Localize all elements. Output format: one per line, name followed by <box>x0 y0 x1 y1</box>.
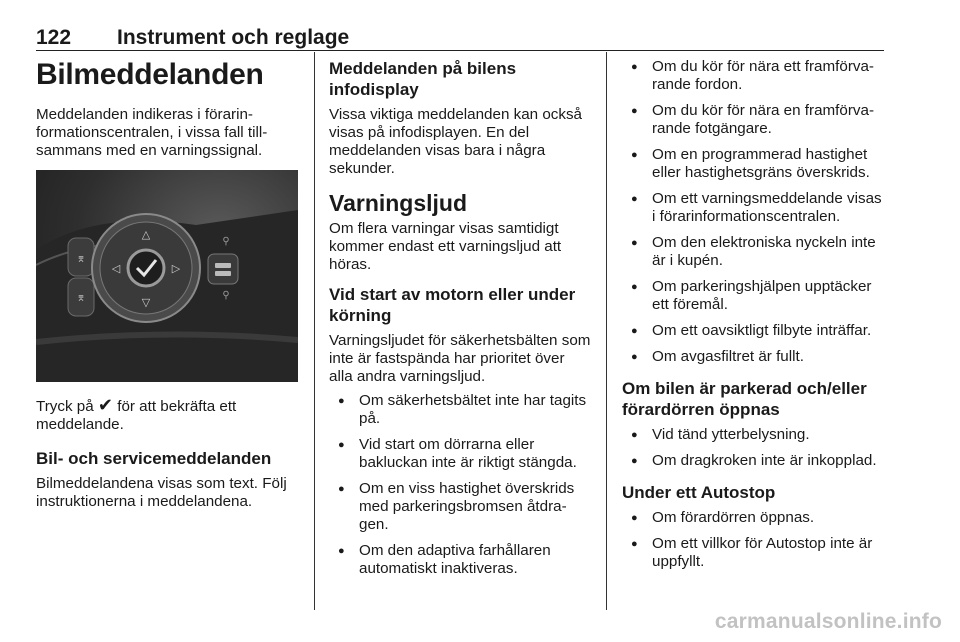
heading-autostop: Under ett Autostop <box>622 483 776 502</box>
steering-wheel-controls-photo <box>36 170 298 382</box>
caption-text-after: för att bekräfta ett meddelande. <box>36 398 237 433</box>
svg-text:▷: ▷ <box>171 262 181 275</box>
list-item: ● Om du kör för nära en framförvarande fotgängare. <box>622 102 888 138</box>
start-paragraph: Varningsljudet för säkerhetsbälten som inte är fastspända har prioritet över alla andra varningsljud. <box>329 332 591 385</box>
list-item: ● Om säkerhetsbältet inte har tagits på. <box>329 392 591 428</box>
heading-service-messages: Bil- och servicemeddelanden <box>36 449 272 468</box>
list-item: ● Om förardörren öppnas. <box>622 509 888 527</box>
svg-text:△: △ <box>141 228 151 241</box>
list-item: ● Om en programmerad hastighet eller hastighetsgräns överskrids. <box>622 146 888 182</box>
list-item: ● Om den adaptiva farhållaren automatiskt inaktiveras. <box>329 542 591 578</box>
chapter-title: Instrument och reglage <box>117 26 350 49</box>
list-item: ● Om den elektroniska nyckeln inte är i kupén. <box>622 234 888 270</box>
heading-varningsljud: Varningsljud <box>329 190 468 216</box>
page-number: 122 <box>36 26 72 49</box>
heading-start-driving: Vid start av motorn eller under körning <box>329 285 576 325</box>
svg-text:⌆: ⌆ <box>76 252 86 265</box>
intro-paragraph: Meddelanden indikeras i förarinformationscentralen, i vissa fall tillsammans med en varningssignal. <box>36 106 268 159</box>
service-paragraph: Bilmeddelandena visas som text. Följ instruktionerna i meddelandena. <box>36 475 287 510</box>
list-item: ● Om ett oavsiktligt filbyte inträffar. <box>622 322 888 340</box>
list-item: ● Om en viss hastighet överskrids med parkeringsbromsen åtdragen. <box>329 480 591 534</box>
warning-bullet-list <box>622 58 888 366</box>
list-item: ● Om avgasfiltret är fullt. <box>622 348 888 366</box>
list-item: ● Om ett varningsmeddelande visas i förarinformationscentralen. <box>622 190 888 226</box>
watermark-text: carmanualsonline.info <box>714 610 942 633</box>
list-item: ● Om du kör för nära ett framförvarande fordon. <box>622 58 888 94</box>
svg-text:◁: ◁ <box>111 262 121 275</box>
steering-wheel-illustration <box>36 170 298 382</box>
list-item: ● Om ett villkor för Autostop inte är uppfyllt. <box>622 535 888 571</box>
column-right <box>622 58 888 579</box>
svg-text:⚲: ⚲ <box>222 236 230 247</box>
list-item: ● Om parkeringshjälpen upptäcker ett föremål. <box>622 278 888 314</box>
varningsljud-paragraph: Om flera varningar visas samtidigt kommer endast ett varningsljud att höras. <box>329 220 562 273</box>
list-item: ● Vid start om dörrarna eller bakluckan inte är riktigt stängda. <box>329 436 591 472</box>
infodisplay-paragraph: Vissa viktiga meddelanden kan också visas på infodisplayen. En del meddelanden visas bara i några sekunder. <box>329 106 582 177</box>
heading-parked: Om bilen är parkerad och/eller förardörren öppnas <box>622 379 867 419</box>
parked-bullet-list <box>622 426 888 470</box>
svg-text:⌆: ⌆ <box>76 291 86 304</box>
start-bullet-list <box>329 392 591 578</box>
caption-text-before: Tryck på <box>36 398 94 415</box>
section-title: Bilmeddelanden <box>36 58 264 91</box>
column-divider <box>606 52 607 610</box>
list-item: ● Om dragkroken inte är inkopplad. <box>622 452 888 470</box>
heading-infodisplay: Meddelanden på bilens infodisplay <box>329 59 517 99</box>
check-icon: ✔ <box>97 395 113 415</box>
column-divider <box>314 52 315 610</box>
page-header <box>36 22 884 51</box>
svg-text:▽: ▽ <box>141 296 151 309</box>
column-middle <box>329 58 591 586</box>
figure-caption <box>36 396 302 434</box>
autostop-bullet-list <box>622 509 888 571</box>
svg-text:⚲: ⚲ <box>222 290 230 301</box>
list-item: ● Vid tänd ytterbelysning. <box>622 426 888 444</box>
column-left <box>36 58 302 521</box>
